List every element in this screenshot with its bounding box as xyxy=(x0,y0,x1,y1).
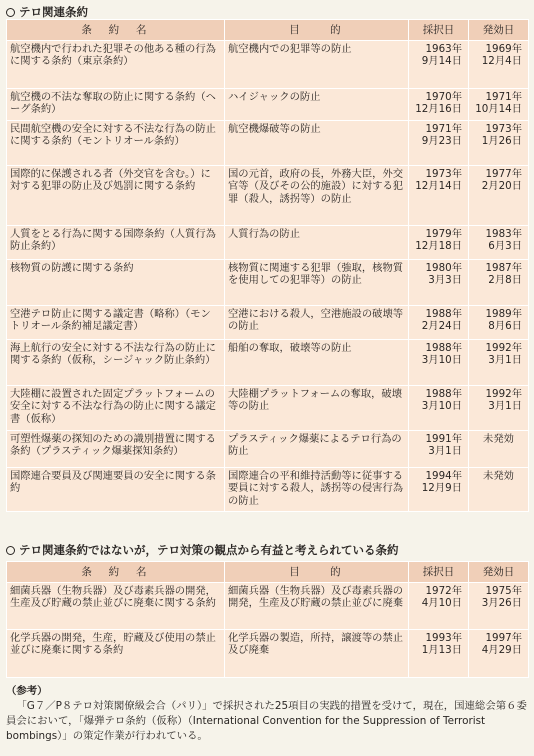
header-adopted: 採択日 xyxy=(409,562,469,583)
terror-treaties-table xyxy=(6,19,529,512)
purpose-cell: 化学兵器の製造，所持，譲渡等の禁止及び廃棄 xyxy=(225,630,409,678)
table-row xyxy=(7,630,529,678)
treaty-name-cell: 民間航空機の安全に対する不法な行為の防止に関する条約（モントリオール条約） xyxy=(7,121,225,166)
treaty-name-cell: 核物質の防護に関する条約 xyxy=(7,260,225,306)
adopted-date-cell: 1991年 3月1日 xyxy=(409,431,469,468)
table-row xyxy=(7,226,529,260)
purpose-cell: 大陸棚プラットフォームの奪取，破壊等の防止 xyxy=(225,386,409,431)
adopted-date-cell: 1993年 1月13日 xyxy=(409,630,469,678)
purpose-cell: ハイジャックの防止 xyxy=(225,89,409,121)
purpose-cell: 航空機爆破等の防止 xyxy=(225,121,409,166)
table-row xyxy=(7,260,529,306)
purpose-cell: 細菌兵器（生物兵器）及び毒素兵器の開発，生産及び貯蔵の禁止並びに廃棄 xyxy=(225,583,409,630)
circle-bullet-icon xyxy=(6,8,15,17)
section1-title-text: テロ関連条約 xyxy=(19,5,88,19)
adopted-date-cell: 1972年 4月10日 xyxy=(409,583,469,630)
treaty-name-cell: 海上航行の安全に対する不法な行為の防止に関する条約（仮称，シージャック防止条約） xyxy=(7,340,225,386)
treaty-name-cell: 国際連合要員及び関連要員の安全に関する条約 xyxy=(7,468,225,512)
treaty-name-cell: 人質をとる行為に関する国際条約（人質行為防止条約） xyxy=(7,226,225,260)
table-header-row xyxy=(7,562,529,583)
header-purpose: 目 的 xyxy=(225,20,409,41)
reference-body: 「G７／P８テロ対策閣僚級会合（パリ）」で採択された25項目の実践的措置を受けて，現在，国連総会第６委員会において，「爆弾テロ条約（仮称）（International Convention for the Suppression of Terrorist bombings）」の策定作業が行われている。 xyxy=(6,700,527,742)
table-header-row xyxy=(7,20,529,41)
effective-date-cell: 1983年 6月3日 xyxy=(469,226,529,260)
header-effective: 発効日 xyxy=(469,562,529,583)
effective-date-cell: 1977年 2月20日 xyxy=(469,166,529,226)
header-purpose: 目 的 xyxy=(225,562,409,583)
table-row xyxy=(7,431,529,468)
reference-label: （参考） xyxy=(6,685,48,697)
adopted-date-cell: 1988年 2月24日 xyxy=(409,306,469,340)
purpose-cell: 空港における殺人，空港施設の破壊等の防止 xyxy=(225,306,409,340)
treaty-name-cell: 細菌兵器（生物兵器）及び毒素兵器の開発，生産及び貯蔵の禁止並びに廃棄に関する条約 xyxy=(7,583,225,630)
table-row xyxy=(7,340,529,386)
treaty-name-cell: 航空機の不法な奪取の防止に関する条約（ヘーグ条約） xyxy=(7,89,225,121)
effective-date-cell: 1987年 2月8日 xyxy=(469,260,529,306)
table-row xyxy=(7,386,529,431)
effective-date-cell: 1971年 10月14日 xyxy=(469,89,529,121)
purpose-cell: 国際連合の平和維持活動等に従事する要員に対する殺人，誘拐等の侵害行為の防止 xyxy=(225,468,409,512)
section1-title xyxy=(6,4,88,20)
adopted-date-cell: 1973年 12月14日 xyxy=(409,166,469,226)
treaty-name-cell: 化学兵器の開発，生産，貯蔵及び使用の禁止並びに廃棄に関する条約 xyxy=(7,630,225,678)
treaty-name-cell: 空港テロ防止に関する議定書（略称）（モントリオール条約補足議定書） xyxy=(7,306,225,340)
section2-title xyxy=(6,542,399,558)
adopted-date-cell: 1963年 9月14日 xyxy=(409,41,469,89)
table-row xyxy=(7,166,529,226)
purpose-cell: 人質行為の防止 xyxy=(225,226,409,260)
header-adopted: 採択日 xyxy=(409,20,469,41)
effective-date-cell: 1989年 8月6日 xyxy=(469,306,529,340)
effective-date-cell: 1969年 12月4日 xyxy=(469,41,529,89)
effective-date-cell: 未発効 xyxy=(469,468,529,512)
related-treaties-table xyxy=(6,561,529,678)
effective-date-cell: 1997年 4月29日 xyxy=(469,630,529,678)
section2-title-text: テロ関連条約ではないが，テロ対策の観点から有益と考えられている条約 xyxy=(19,543,399,557)
table-row xyxy=(7,89,529,121)
table-row xyxy=(7,583,529,630)
adopted-date-cell: 1988年 3月10日 xyxy=(409,386,469,431)
treaty-name-cell: 可塑性爆薬の探知のための識別措置に関する条約（プラスティック爆薬探知条約） xyxy=(7,431,225,468)
effective-date-cell: 1973年 1月26日 xyxy=(469,121,529,166)
adopted-date-cell: 1980年 3月3日 xyxy=(409,260,469,306)
adopted-date-cell: 1970年 12月16日 xyxy=(409,89,469,121)
reference-note xyxy=(6,684,530,744)
purpose-cell: 航空機内での犯罪等の防止 xyxy=(225,41,409,89)
treaty-name-cell: 大陸棚に設置された固定プラットフォームの安全に対する不法な行為の防止に関する議定書（仮称） xyxy=(7,386,225,431)
adopted-date-cell: 1988年 3月10日 xyxy=(409,340,469,386)
purpose-cell: 核物質に関連する犯罪（強取，核物質を使用しての犯罪等）の防止 xyxy=(225,260,409,306)
purpose-cell: 船舶の奪取，破壊等の防止 xyxy=(225,340,409,386)
treaty-name-cell: 国際的に保護される者（外交官を含む。）に対する犯罪の防止及び処罰に関する条約 xyxy=(7,166,225,226)
adopted-date-cell: 1971年 9月23日 xyxy=(409,121,469,166)
adopted-date-cell: 1979年 12月18日 xyxy=(409,226,469,260)
circle-bullet-icon xyxy=(6,546,15,555)
effective-date-cell: 1975年 3月26日 xyxy=(469,583,529,630)
treaty-name-cell: 航空機内で行われた犯罪その他ある種の行為に関する条約（東京条約） xyxy=(7,41,225,89)
header-treaty-name: 条 約 名 xyxy=(7,562,225,583)
table-row xyxy=(7,41,529,89)
header-treaty-name: 条 約 名 xyxy=(7,20,225,41)
effective-date-cell: 未発効 xyxy=(469,431,529,468)
purpose-cell: プラスティック爆薬によるテロ行為の防止 xyxy=(225,431,409,468)
effective-date-cell: 1992年 3月1日 xyxy=(469,340,529,386)
table-row xyxy=(7,468,529,512)
header-effective: 発効日 xyxy=(469,20,529,41)
effective-date-cell: 1992年 3月1日 xyxy=(469,386,529,431)
table-row xyxy=(7,121,529,166)
purpose-cell: 国の元首，政府の長，外務大臣，外交官等（及びその公的施設）に対する犯罪（殺人，誘拐等）の防止 xyxy=(225,166,409,226)
table-row xyxy=(7,306,529,340)
adopted-date-cell: 1994年 12月9日 xyxy=(409,468,469,512)
